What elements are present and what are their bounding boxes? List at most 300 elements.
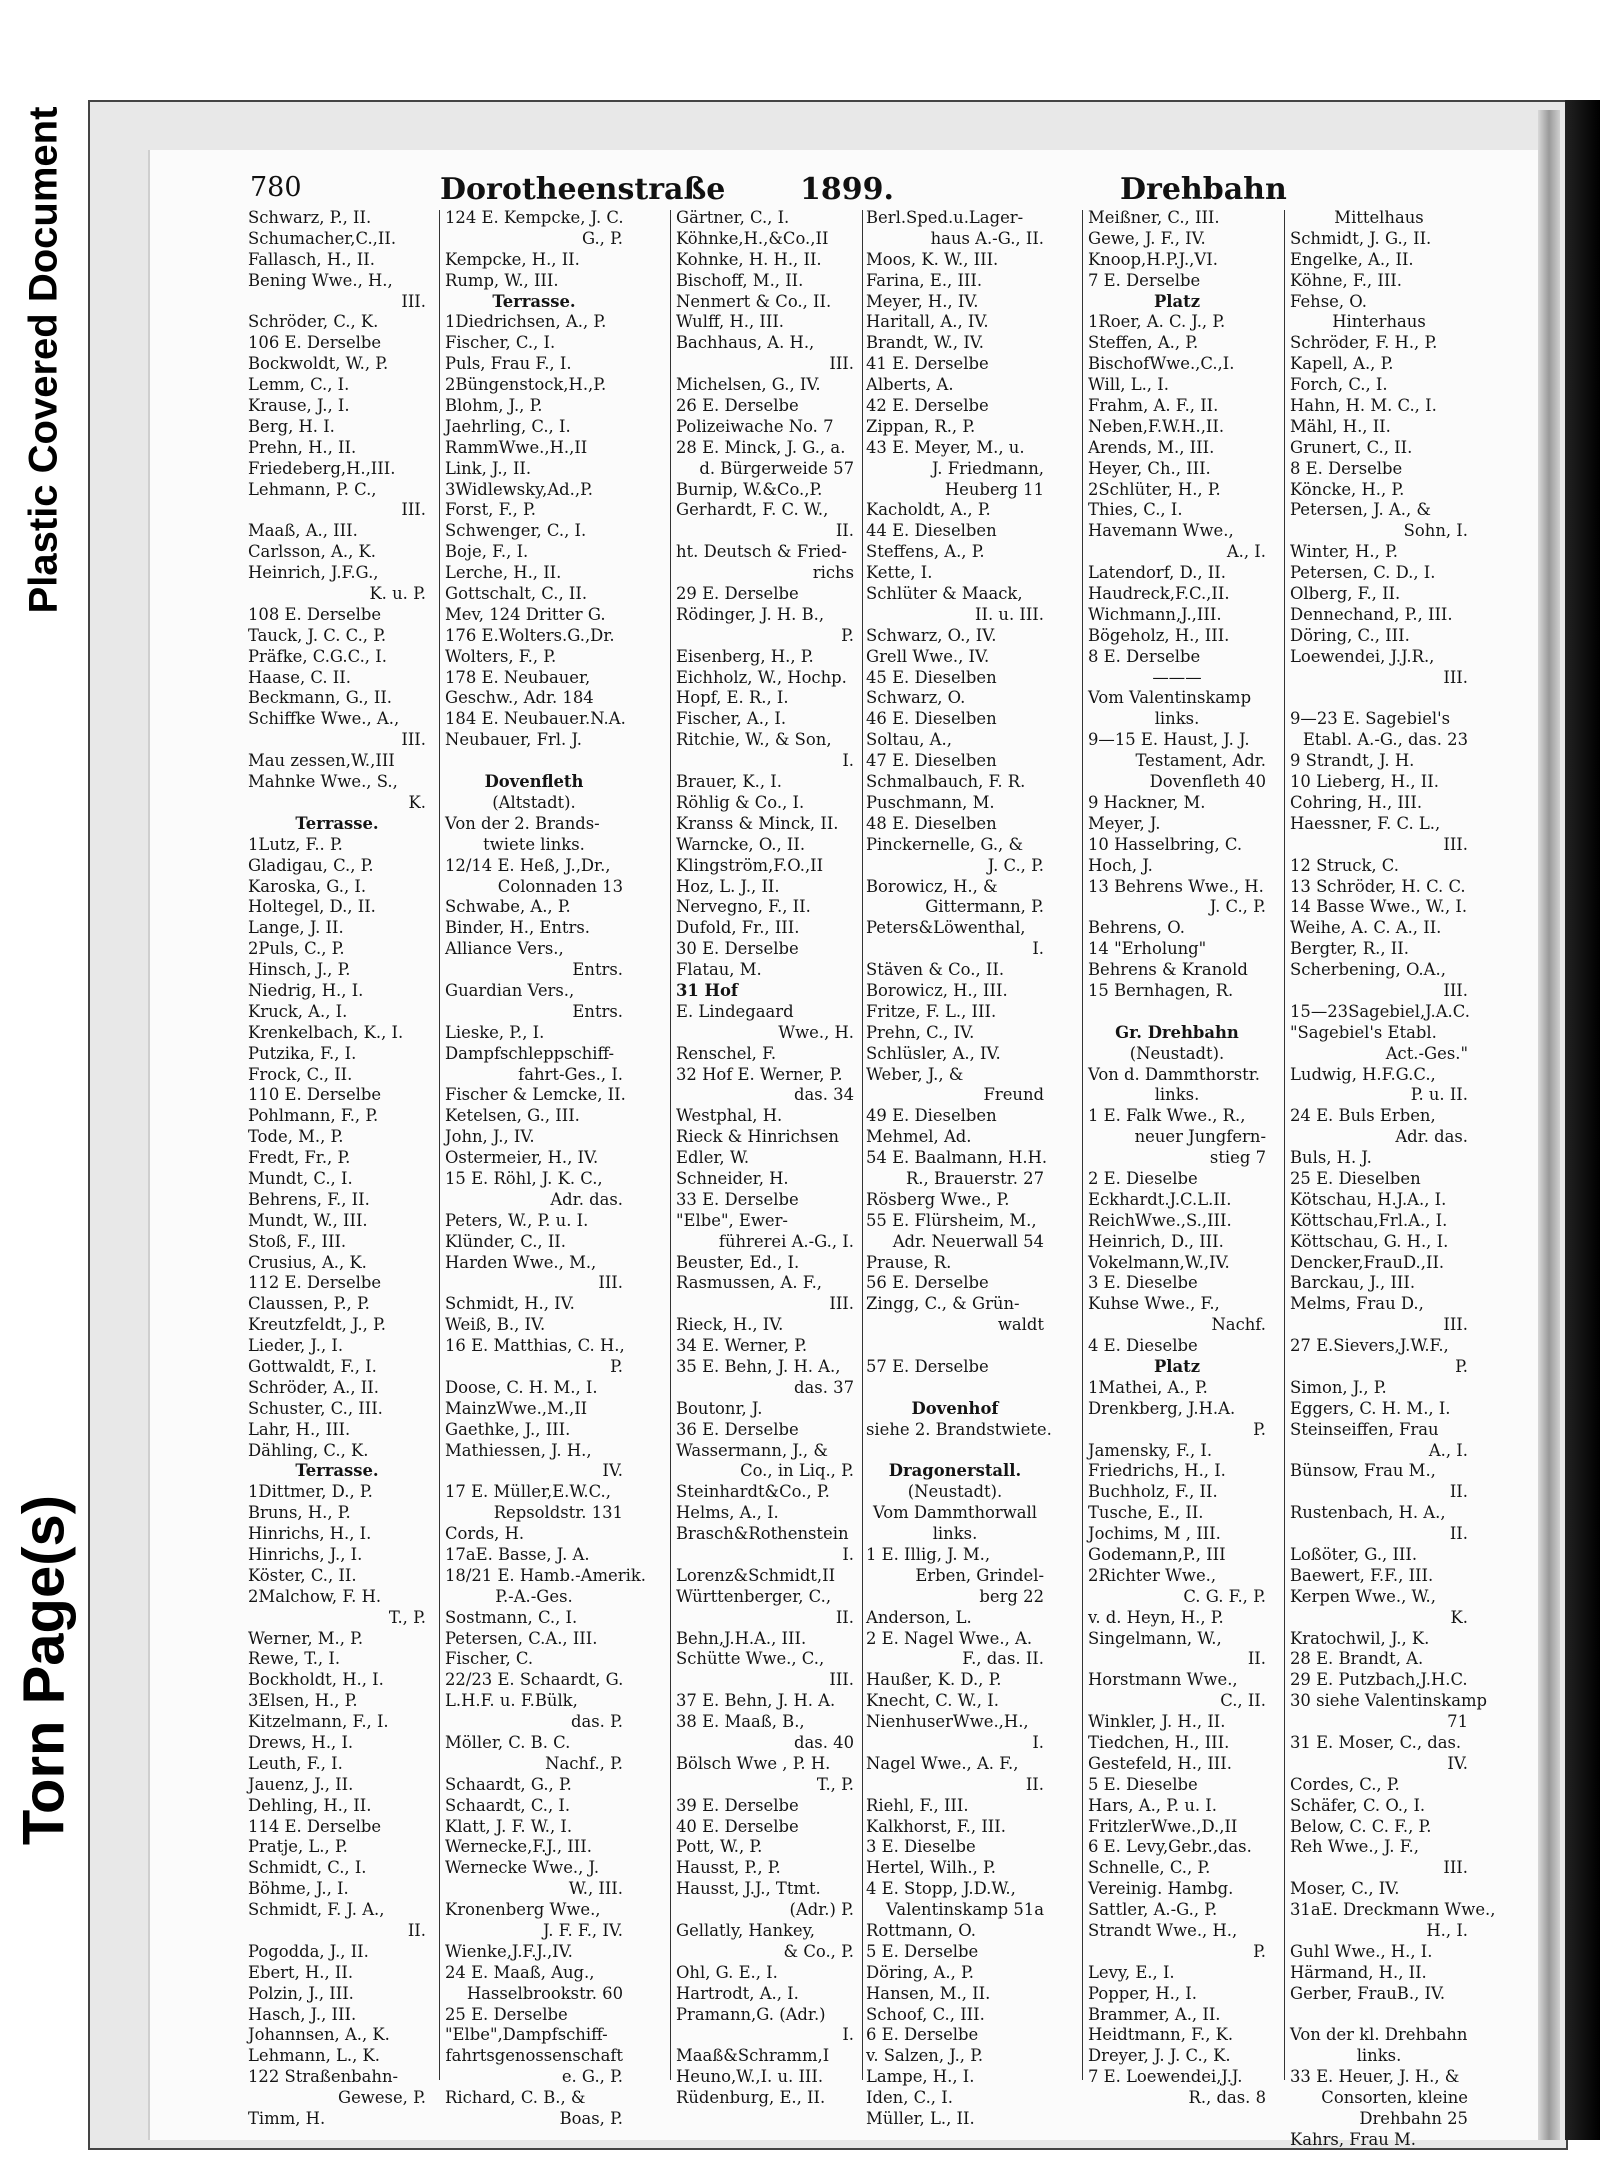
directory-entry: I. — [1032, 1733, 1044, 1753]
directory-entry: 1Mathei, A., P. — [1088, 1377, 1208, 1397]
directory-entry: 41 E. Derselbe — [866, 354, 989, 374]
directory-entry: John, J., IV. — [445, 1127, 535, 1147]
directory-entry: Klünder, C., II. — [445, 1231, 566, 1251]
directory-entry: Neben,F.W.H.,II. — [1088, 416, 1225, 436]
directory-entry: Baewert, F.F., III. — [1290, 1565, 1434, 1585]
directory-entry: 3Elsen, H., P. — [248, 1691, 358, 1711]
directory-entry: Anderson, L. — [866, 1607, 972, 1627]
directory-entry: Timm, H. — [248, 2109, 326, 2129]
directory-entry: Cohring, H., III. — [1290, 792, 1423, 812]
section-heading: Terrasse. — [295, 813, 379, 833]
directory-entry: 46 E. Dieselben — [866, 709, 997, 729]
directory-entry: Stäven & Co., II. — [866, 960, 1005, 980]
directory-entry: Kempcke, H., II. — [445, 249, 580, 269]
section-heading: 31 Hof — [676, 980, 738, 1000]
directory-entry: 38 E. Maaß, B., — [676, 1712, 805, 1732]
directory-entry: Röhlig & Co., I. — [676, 792, 805, 812]
directory-entry: Neubauer, Frl. J. — [445, 730, 582, 750]
directory-entry: Heinrich, J.F.G., — [248, 563, 379, 583]
directory-entry: Cords, H. — [445, 1524, 525, 1544]
directory-entry: Karoska, G., I. — [248, 876, 367, 896]
directory-entry: III. — [401, 291, 426, 311]
directory-entry: Möller, C. B. C. — [445, 1733, 571, 1753]
directory-entry: das. 37 — [794, 1377, 854, 1397]
directory-entry: Co., in Liq., P. — [740, 1461, 854, 1481]
directory-entry: Arends, M., III. — [1088, 437, 1215, 457]
directory-entry: Borowicz, H., & — [866, 876, 998, 896]
directory-entry: führerei A.-G., I. — [718, 1231, 854, 1251]
directory-entry: Crusius, A., K. — [248, 1252, 367, 1272]
directory-entry: 106 E. Derselbe — [248, 333, 382, 353]
directory-entry: v. d. Heyn, H., P. — [1088, 1607, 1224, 1627]
directory-entry: I. — [842, 751, 854, 771]
directory-entry: 9—23 E. Sagebiel's — [1290, 709, 1451, 729]
directory-entry: P. — [1455, 1356, 1468, 1376]
directory-entry: Leuth, F., I. — [248, 1753, 343, 1773]
directory-entry: Kratochwil, J., K. — [1290, 1628, 1430, 1648]
directory-entry: 9 Hackner, M. — [1088, 792, 1206, 812]
directory-entry: K. — [408, 792, 426, 812]
directory-entry: Vom Dammthorwall — [872, 1503, 1038, 1523]
directory-entry: Schiffke Wwe., A., — [248, 709, 400, 729]
directory-entry: Bölsch Wwe , P. H. — [676, 1753, 831, 1773]
directory-entry: 2Richter Wwe., — [1088, 1565, 1217, 1585]
directory-entry: 110 E. Derselbe — [248, 1085, 382, 1105]
directory-entry: Dampfschleppschiff- — [445, 1043, 615, 1063]
directory-column-6 — [1290, 208, 1496, 2149]
directory-entry: das. 34 — [794, 1085, 854, 1105]
directory-entry: Kette, I. — [866, 563, 933, 583]
directory-entry: Lehmann, P. C., — [248, 479, 377, 499]
directory-entry: Döring, A., P. — [866, 1962, 974, 1982]
directory-entry: 3 E. Dieselbe — [866, 1837, 976, 1857]
directory-entry: Gittermann, P. — [925, 897, 1044, 917]
directory-entry: 15 Bernhagen, R. — [1088, 980, 1234, 1000]
directory-entry: III. — [829, 1670, 854, 1690]
directory-entry: Gewese, P. — [338, 2088, 426, 2108]
directory-entry: Schwarz, O. — [866, 688, 966, 708]
directory-entry: Wolters, F., P. — [445, 646, 557, 666]
directory-entry: II. — [1449, 1524, 1468, 1544]
directory-entry: II. — [1247, 1649, 1266, 1669]
directory-entry: Prause, R. — [866, 1252, 952, 1272]
directory-entry: Mundt, W., III. — [248, 1210, 368, 1230]
directory-entry: E. Lindegaard — [676, 1001, 794, 1021]
directory-entry: Vokelmann,W.,IV. — [1088, 1252, 1230, 1272]
directory-entry: Farina, E., III. — [866, 270, 983, 290]
column-divider — [1284, 210, 1285, 2080]
directory-column-2 — [445, 208, 646, 2129]
directory-entry: Pott, W., P. — [676, 1837, 763, 1857]
directory-entry: Boas, P. — [559, 2109, 623, 2129]
directory-entry: C. G. F., P. — [1183, 1586, 1266, 1606]
directory-entry: Schneider, H. — [676, 1168, 789, 1188]
directory-entry: Schmidt, C., I. — [248, 1858, 367, 1878]
directory-entry: Kuhse Wwe., F., — [1088, 1294, 1220, 1314]
directory-entry: Eckhardt.J.C.L.II. — [1088, 1189, 1232, 1209]
directory-entry: 15—23Sagebiel,J.A.C. — [1290, 1001, 1470, 1021]
directory-entry: Petersen, J. A., & — [1290, 500, 1431, 520]
directory-entry: Ketelsen, G., III. — [445, 1106, 580, 1126]
directory-entry: Drenkberg, J.H.A. — [1088, 1398, 1236, 1418]
directory-entry: 48 E. Dieselben — [866, 813, 997, 833]
directory-entry: Lieder, J., I. — [248, 1336, 344, 1356]
directory-entry: e. G., P. — [561, 2067, 623, 2087]
directory-entry: Ostermeier, H., IV. — [445, 1148, 599, 1168]
directory-entry: Bening Wwe., H., — [248, 270, 393, 290]
directory-entry: Erben, Grindel- — [915, 1565, 1044, 1585]
directory-entry: Behn,J.H.A., III. — [676, 1628, 807, 1648]
directory-entry: II. — [407, 1921, 426, 1941]
directory-entry: Winkler, J. H., II. — [1088, 1712, 1226, 1732]
directory-entry: 22/23 E. Schaardt, G. — [445, 1670, 624, 1690]
directory-entry: RammWwe.,H.,II — [445, 437, 588, 457]
directory-entry: Tauck, J. C. C., P. — [248, 625, 387, 645]
year-heading: 1899. — [800, 172, 894, 207]
directory-entry: Schwarz, O., IV. — [866, 625, 997, 645]
directory-entry: 5 E. Dieselbe — [1088, 1774, 1198, 1794]
directory-entry: 29 E. Derselbe — [676, 584, 799, 604]
directory-entry: Singelmann, W., — [1088, 1628, 1222, 1648]
directory-entry: ReichWwe.,S.,III. — [1088, 1210, 1232, 1230]
directory-entry: III. — [1443, 1858, 1468, 1878]
directory-entry: Hahn, H. M. C., I. — [1290, 396, 1437, 416]
directory-entry: Hinterhaus — [1332, 312, 1426, 332]
directory-entry: Bockholdt, H., I. — [248, 1670, 384, 1690]
directory-entry: Rüdenburg, E., II. — [676, 2088, 826, 2108]
directory-entry: Soltau, A., — [866, 730, 952, 750]
directory-entry: 57 E. Derselbe — [866, 1356, 989, 1376]
torn-pages-label: Torn Page(s) — [11, 1494, 77, 1846]
directory-entry: Kacholdt, A., P. — [866, 500, 991, 520]
directory-entry: Dencker,FrauD.,II. — [1290, 1252, 1445, 1272]
directory-entry: Boje, F., I. — [445, 542, 529, 562]
directory-entry: Haase, C. II. — [248, 667, 351, 687]
directory-entry: Entrs. — [572, 1001, 623, 1021]
directory-entry: III. — [1443, 834, 1468, 854]
directory-entry: 176 E.Wolters.G.,Dr. — [445, 625, 615, 645]
directory-entry: Nervegno, F., II. — [676, 897, 811, 917]
directory-entry: das. P. — [570, 1712, 623, 1732]
directory-entry: 16 E. Matthias, C. H., — [445, 1336, 625, 1356]
directory-entry: Tiedchen, H., III. — [1088, 1733, 1230, 1753]
directory-entry: Kronenberg Wwe., — [445, 1900, 601, 1920]
directory-entry: Hinsch, J., P. — [248, 960, 351, 980]
directory-entry: Köster, C., II. — [248, 1565, 357, 1585]
directory-entry: Müller, L., II. — [866, 2109, 975, 2129]
directory-entry: Rieck & Hinrichsen — [676, 1127, 839, 1147]
directory-entry: 9 Strandt, J. H. — [1290, 751, 1415, 771]
directory-entry: 2Puls, C., P. — [248, 939, 345, 959]
directory-entry: Harden Wwe., M., — [445, 1252, 597, 1272]
directory-entry: (Adr.) P. — [789, 1900, 854, 1920]
street-heading: Dorotheenstraße — [440, 172, 726, 207]
section-heading: Platz — [1153, 291, 1201, 311]
directory-entry: Link, J., II. — [445, 458, 532, 478]
directory-entry: Melms, Frau D., — [1290, 1294, 1424, 1314]
directory-entry: Jaehrling, C., I. — [445, 416, 571, 436]
directory-entry: 18/21 E. Hamb.-Amerik. — [445, 1565, 646, 1585]
directory-entry: Schlüter & Maack, — [866, 584, 1023, 604]
directory-entry: fahrtsgenossenschaft — [445, 2046, 623, 2066]
directory-entry: Rottmann, O. — [866, 1921, 976, 1941]
directory-entry: I. — [842, 1545, 854, 1564]
directory-entry: 35 E. Behn, J. H. A., — [676, 1356, 841, 1376]
directory-entry: Lehmann, L., K. — [248, 2046, 380, 2066]
directory-entry: 33 E. Heuer, J. H., & — [1290, 2067, 1460, 2087]
directory-entry: 8 E. Derselbe — [1290, 458, 1403, 478]
directory-entry: Steffen, A., P. — [1088, 333, 1199, 353]
directory-entry: Loßöter, G., III. — [1290, 1545, 1418, 1564]
directory-entry: Württenberger, C., — [676, 1586, 832, 1606]
directory-entry: 5 E. Derselbe — [866, 1941, 979, 1961]
directory-entry: Kranss & Minck, II. — [676, 813, 839, 833]
directory-entry: Schwabe, A., P. — [445, 897, 571, 917]
directory-entry: Weihe, A. C. A., II. — [1290, 918, 1442, 938]
directory-entry: Putzika, F., I. — [248, 1043, 357, 1063]
directory-entry: III. — [401, 500, 426, 520]
directory-entry: J. C., P. — [987, 855, 1044, 875]
directory-entry: Sostmann, C., I. — [445, 1607, 578, 1627]
directory-entry: Simon, J., P. — [1290, 1377, 1387, 1397]
directory-column-3 — [676, 208, 854, 2108]
directory-entry: FritzlerWwe.,D.,II — [1088, 1816, 1238, 1836]
directory-entry: Mathiessen, J. H., — [445, 1440, 592, 1460]
directory-entry: 2Malchow, F. H. — [248, 1586, 382, 1606]
directory-entry: A., I. — [1428, 1440, 1468, 1460]
directory-entry: 14 Basse Wwe., W., I. — [1290, 897, 1468, 917]
directory-entry: Dreyer, J. J. C., K. — [1088, 2046, 1231, 2066]
directory-entry: 31aE. Dreckmann Wwe., — [1290, 1900, 1496, 1920]
directory-entry: Scherbening, O.A., — [1290, 960, 1446, 980]
directory-entry: 6 E. Derselbe — [866, 2025, 979, 2045]
directory-column-4 — [866, 208, 1052, 2129]
directory-entry: Schnelle, C., P. — [1088, 1858, 1211, 1878]
directory-entry: Testament, Adr. — [1135, 751, 1266, 771]
directory-entry: Brauer, K., I. — [676, 772, 782, 792]
directory-entry: Berl.Sped.u.Lager- — [866, 208, 1024, 227]
directory-entry: Heuberg 11 — [944, 479, 1044, 499]
directory-entry: 31 E. Moser, C., das. — [1290, 1733, 1462, 1753]
directory-entry: 44 E. Dieselben — [866, 521, 997, 541]
directory-entry: P. — [610, 1356, 623, 1376]
directory-entry: 1Lutz, F.. P. — [248, 834, 343, 854]
directory-entry: Dehling, H., II. — [248, 1795, 372, 1815]
directory-entry: 17 E. Müller,E.W.C., — [445, 1482, 611, 1502]
directory-entry: 3Widlewsky,Ad.,P. — [445, 479, 593, 499]
directory-entry: Pratje, L., P. — [248, 1837, 348, 1857]
directory-entry: Steinseiffen, Frau — [1290, 1419, 1439, 1439]
directory-entry: Hausst, J.J., Ttmt. — [676, 1879, 821, 1899]
directory-entry: G., P. — [581, 228, 623, 248]
directory-entry: Werner, M., P. — [248, 1628, 364, 1648]
directory-entry: (Neustadt). — [907, 1482, 1003, 1502]
directory-entry: Lerche, H., II. — [445, 563, 562, 583]
directory-entry: Wwe., H. — [778, 1022, 854, 1042]
directory-entry: Mahnke Wwe., S., — [248, 772, 398, 792]
directory-entry: Lampe, H., I. — [866, 2067, 975, 2087]
directory-entry: Olberg, F., II. — [1290, 584, 1401, 604]
directory-entry: Berg, H. I. — [248, 416, 335, 436]
directory-entry: II. — [1449, 1482, 1468, 1502]
directory-entry: Fehse, O. — [1290, 291, 1367, 311]
directory-entry: Richard, C. B., & — [445, 2088, 586, 2108]
directory-entry: Krenkelbach, K., I. — [248, 1022, 404, 1042]
directory-entry: L.H.F. u. F.Bülk, — [445, 1691, 578, 1711]
directory-entry: Böhme, J., I. — [248, 1879, 349, 1899]
directory-entry: Köttschau, G. H., I. — [1290, 1231, 1449, 1251]
directory-entry: haus A.-G., II. — [930, 228, 1044, 248]
directory-entry: Schoof, C., III. — [866, 2004, 985, 2024]
directory-entry: Schwenger, C., I. — [445, 521, 587, 541]
directory-entry: Brammer, A., II. — [1088, 2004, 1221, 2024]
directory-entry: Hasch, J., III. — [248, 2004, 357, 2024]
directory-entry: Ohl, G. E., I. — [676, 1962, 778, 1982]
directory-entry: Drews, H., I. — [248, 1733, 354, 1753]
directory-entry: Levy, E., I. — [1088, 1962, 1175, 1982]
directory-entry: Schmidt, F. J. A., — [248, 1900, 385, 1920]
directory-entry: III. — [401, 730, 426, 750]
directory-entry: Kapell, A., P. — [1290, 354, 1394, 374]
directory-entry: Ritchie, W., & Son, — [676, 730, 832, 750]
directory-entry: 1Diedrichsen, A., P. — [445, 312, 607, 332]
directory-entry: Haritall, A., IV. — [866, 312, 989, 332]
directory-entry: Latendorf, D., II. — [1088, 563, 1226, 583]
directory-entry: Hartrodt, A., I. — [676, 1983, 799, 2003]
directory-entry: Friedeberg,H.,III. — [248, 458, 396, 478]
directory-entry: v. Salzen, J., P. — [866, 2046, 984, 2066]
directory-entry: Below, C. C. F., P. — [1290, 1816, 1432, 1836]
directory-entry: Von der kl. Drehbahn — [1290, 2025, 1468, 2045]
directory-entry: Rustenbach, H. A., — [1290, 1503, 1446, 1523]
directory-entry: Wernecke,F.J., III. — [445, 1837, 592, 1857]
directory-entry: Loewendei, J.J.R., — [1290, 646, 1435, 666]
directory-entry: Geschw., Adr. 184 — [445, 688, 594, 708]
directory-entry: Rasmussen, A. F., — [676, 1273, 822, 1293]
directory-entry: 34 E. Werner, P. — [676, 1336, 808, 1356]
directory-entry: d. Bürgerweide 57 — [699, 458, 854, 478]
directory-entry: Johannsen, A., K. — [248, 2025, 390, 2045]
directory-entry: III. — [1443, 1315, 1468, 1335]
directory-entry: Puschmann, M. — [866, 792, 995, 812]
directory-entry: Gottwaldt, F., I. — [248, 1356, 377, 1376]
section-heading: Gr. Drehbahn — [1115, 1022, 1239, 1042]
directory-entry: Binder, H., Entrs. — [445, 918, 590, 938]
directory-entry: Forst, F., P. — [445, 500, 536, 520]
directory-entry: R., das. 8 — [1188, 2088, 1266, 2108]
directory-entry — [1088, 1002, 1266, 1023]
directory-entry: Ebert, H., II. — [248, 1962, 354, 1982]
directory-entry: Nenmert & Co., II. — [676, 291, 832, 311]
directory-entry: H., I. — [1426, 1921, 1468, 1941]
directory-entry: Tode, M., P. — [248, 1127, 344, 1147]
directory-entry: "Elbe",Dampfschiff- — [445, 2025, 608, 2045]
directory-entry: 122 Straßenbahn- — [248, 2067, 399, 2087]
directory-entry: Forch, C., I. — [1290, 375, 1388, 395]
directory-entry: Michelsen, G., IV. — [676, 375, 821, 395]
directory-entry: Gerhardt, F. C. W., — [676, 500, 829, 520]
directory-entry: Boutonr, J. — [676, 1398, 763, 1418]
directory-entry: Kitzelmann, F., I. — [248, 1712, 389, 1732]
directory-entry: Kötschau, H.J.A., I. — [1290, 1189, 1447, 1209]
directory-entry: P. — [1253, 1419, 1266, 1439]
directory-entry: Wienke,J.F.J.,IV. — [445, 1941, 573, 1961]
directory-entry: Rödinger, J. H. B., — [676, 604, 825, 624]
directory-entry: Pogodda, J., II. — [248, 1941, 369, 1961]
left-margin — [0, 0, 88, 2177]
directory-entry: Kalkhorst, F., III. — [866, 1816, 1006, 1836]
directory-entry: 1Roer, A. C. J., P. — [1088, 312, 1226, 332]
directory-entry: Brasch&Rothenstein — [676, 1524, 849, 1544]
directory-entry: 47 E. Dieselben — [866, 751, 997, 771]
directory-entry: IV. — [1447, 1753, 1468, 1773]
directory-entry: Fischer, A., I. — [676, 709, 787, 729]
directory-entry: Köhnke,H.,&Co.,II — [676, 228, 829, 248]
directory-entry: Guhl Wwe., H., I. — [1290, 1941, 1433, 1961]
directory-entry: & Co., P. — [783, 1941, 854, 1961]
directory-entry: fahrt-Ges., I. — [518, 1064, 623, 1084]
directory-entry: 2Schlüter, H., P. — [1088, 479, 1221, 499]
directory-entry: Gerber, FrauB., IV. — [1290, 1983, 1446, 2003]
directory-entry: Döring, C., III. — [1290, 625, 1410, 645]
directory-entry: Steinhardt&Co., P. — [676, 1482, 830, 1502]
directory-entry: Schäfer, C. O., I. — [1290, 1795, 1426, 1815]
directory-entry: P. — [841, 625, 854, 645]
directory-entry: 27 E.Sievers,J.W.F., — [1290, 1336, 1449, 1356]
directory-entry: Vom Valentinskamp — [1088, 688, 1252, 708]
directory-entry: Frahm, A. F., II. — [1088, 396, 1219, 416]
directory-column-1 — [248, 208, 426, 2129]
right-street-heading: Drehbahn — [1120, 172, 1287, 207]
directory-entry: links. — [1356, 2046, 1402, 2066]
directory-entry: 14 "Erholung" — [1088, 939, 1207, 959]
directory-entry: 40 E. Derselbe — [676, 1816, 799, 1836]
directory-entry: siehe 2. Brandstwiete. — [866, 1419, 1052, 1439]
directory-entry: K. — [1450, 1607, 1468, 1627]
section-heading: Dovenhof — [911, 1398, 999, 1418]
directory-entry: Brandt, W., IV. — [866, 333, 984, 353]
directory-entry: 7 E. Loewendei,J.J. — [1088, 2067, 1243, 2087]
directory-entry: Lahr, H., III. — [248, 1419, 351, 1439]
directory-entry: Vereinig. Hambg. — [1088, 1879, 1234, 1899]
directory-entry: Bünsow, Frau M., — [1290, 1461, 1436, 1481]
directory-entry: 3 E. Dieselbe — [1088, 1273, 1198, 1293]
directory-entry: berg 22 — [979, 1586, 1044, 1606]
directory-entry: Alliance Vers., — [445, 939, 564, 959]
directory-entry: 28 E. Minck, J. G., a. — [676, 437, 846, 457]
directory-entry: J. C., P. — [1209, 897, 1266, 917]
directory-entry: T., P. — [388, 1607, 426, 1627]
directory-entry: Rösberg Wwe., P. — [866, 1189, 1010, 1209]
directory-entry: Petersen, C.A., III. — [445, 1628, 598, 1648]
directory-entry: Heidtmann, F., K. — [1088, 2025, 1234, 2045]
directory-entry: Fallasch, H., II. — [248, 249, 375, 269]
directory-entry: 43 E. Meyer, M., u. — [866, 437, 1025, 457]
directory-entry: (Altstadt). — [492, 792, 576, 812]
directory-entry: Rewe, T., I. — [248, 1649, 341, 1669]
directory-entry: 114 E. Derselbe — [248, 1816, 382, 1836]
directory-entry: I. — [842, 2025, 854, 2045]
directory-entry: Consorten, kleine — [1321, 2088, 1468, 2108]
directory-entry: Lorenz&Schmidt,II — [676, 1565, 836, 1585]
directory-entry: Haudreck,F.C.,II. — [1088, 584, 1230, 604]
directory-entry: Adr. das. — [550, 1189, 623, 1209]
directory-entry: Mittelhaus — [1334, 208, 1424, 227]
directory-entry: stieg 7 — [1209, 1148, 1266, 1168]
directory-entry: Jauenz, J., II. — [248, 1774, 354, 1794]
directory-entry: Knecht, C. W., I. — [866, 1691, 999, 1711]
directory-entry: Kreutzfeldt, J., P. — [248, 1315, 386, 1335]
